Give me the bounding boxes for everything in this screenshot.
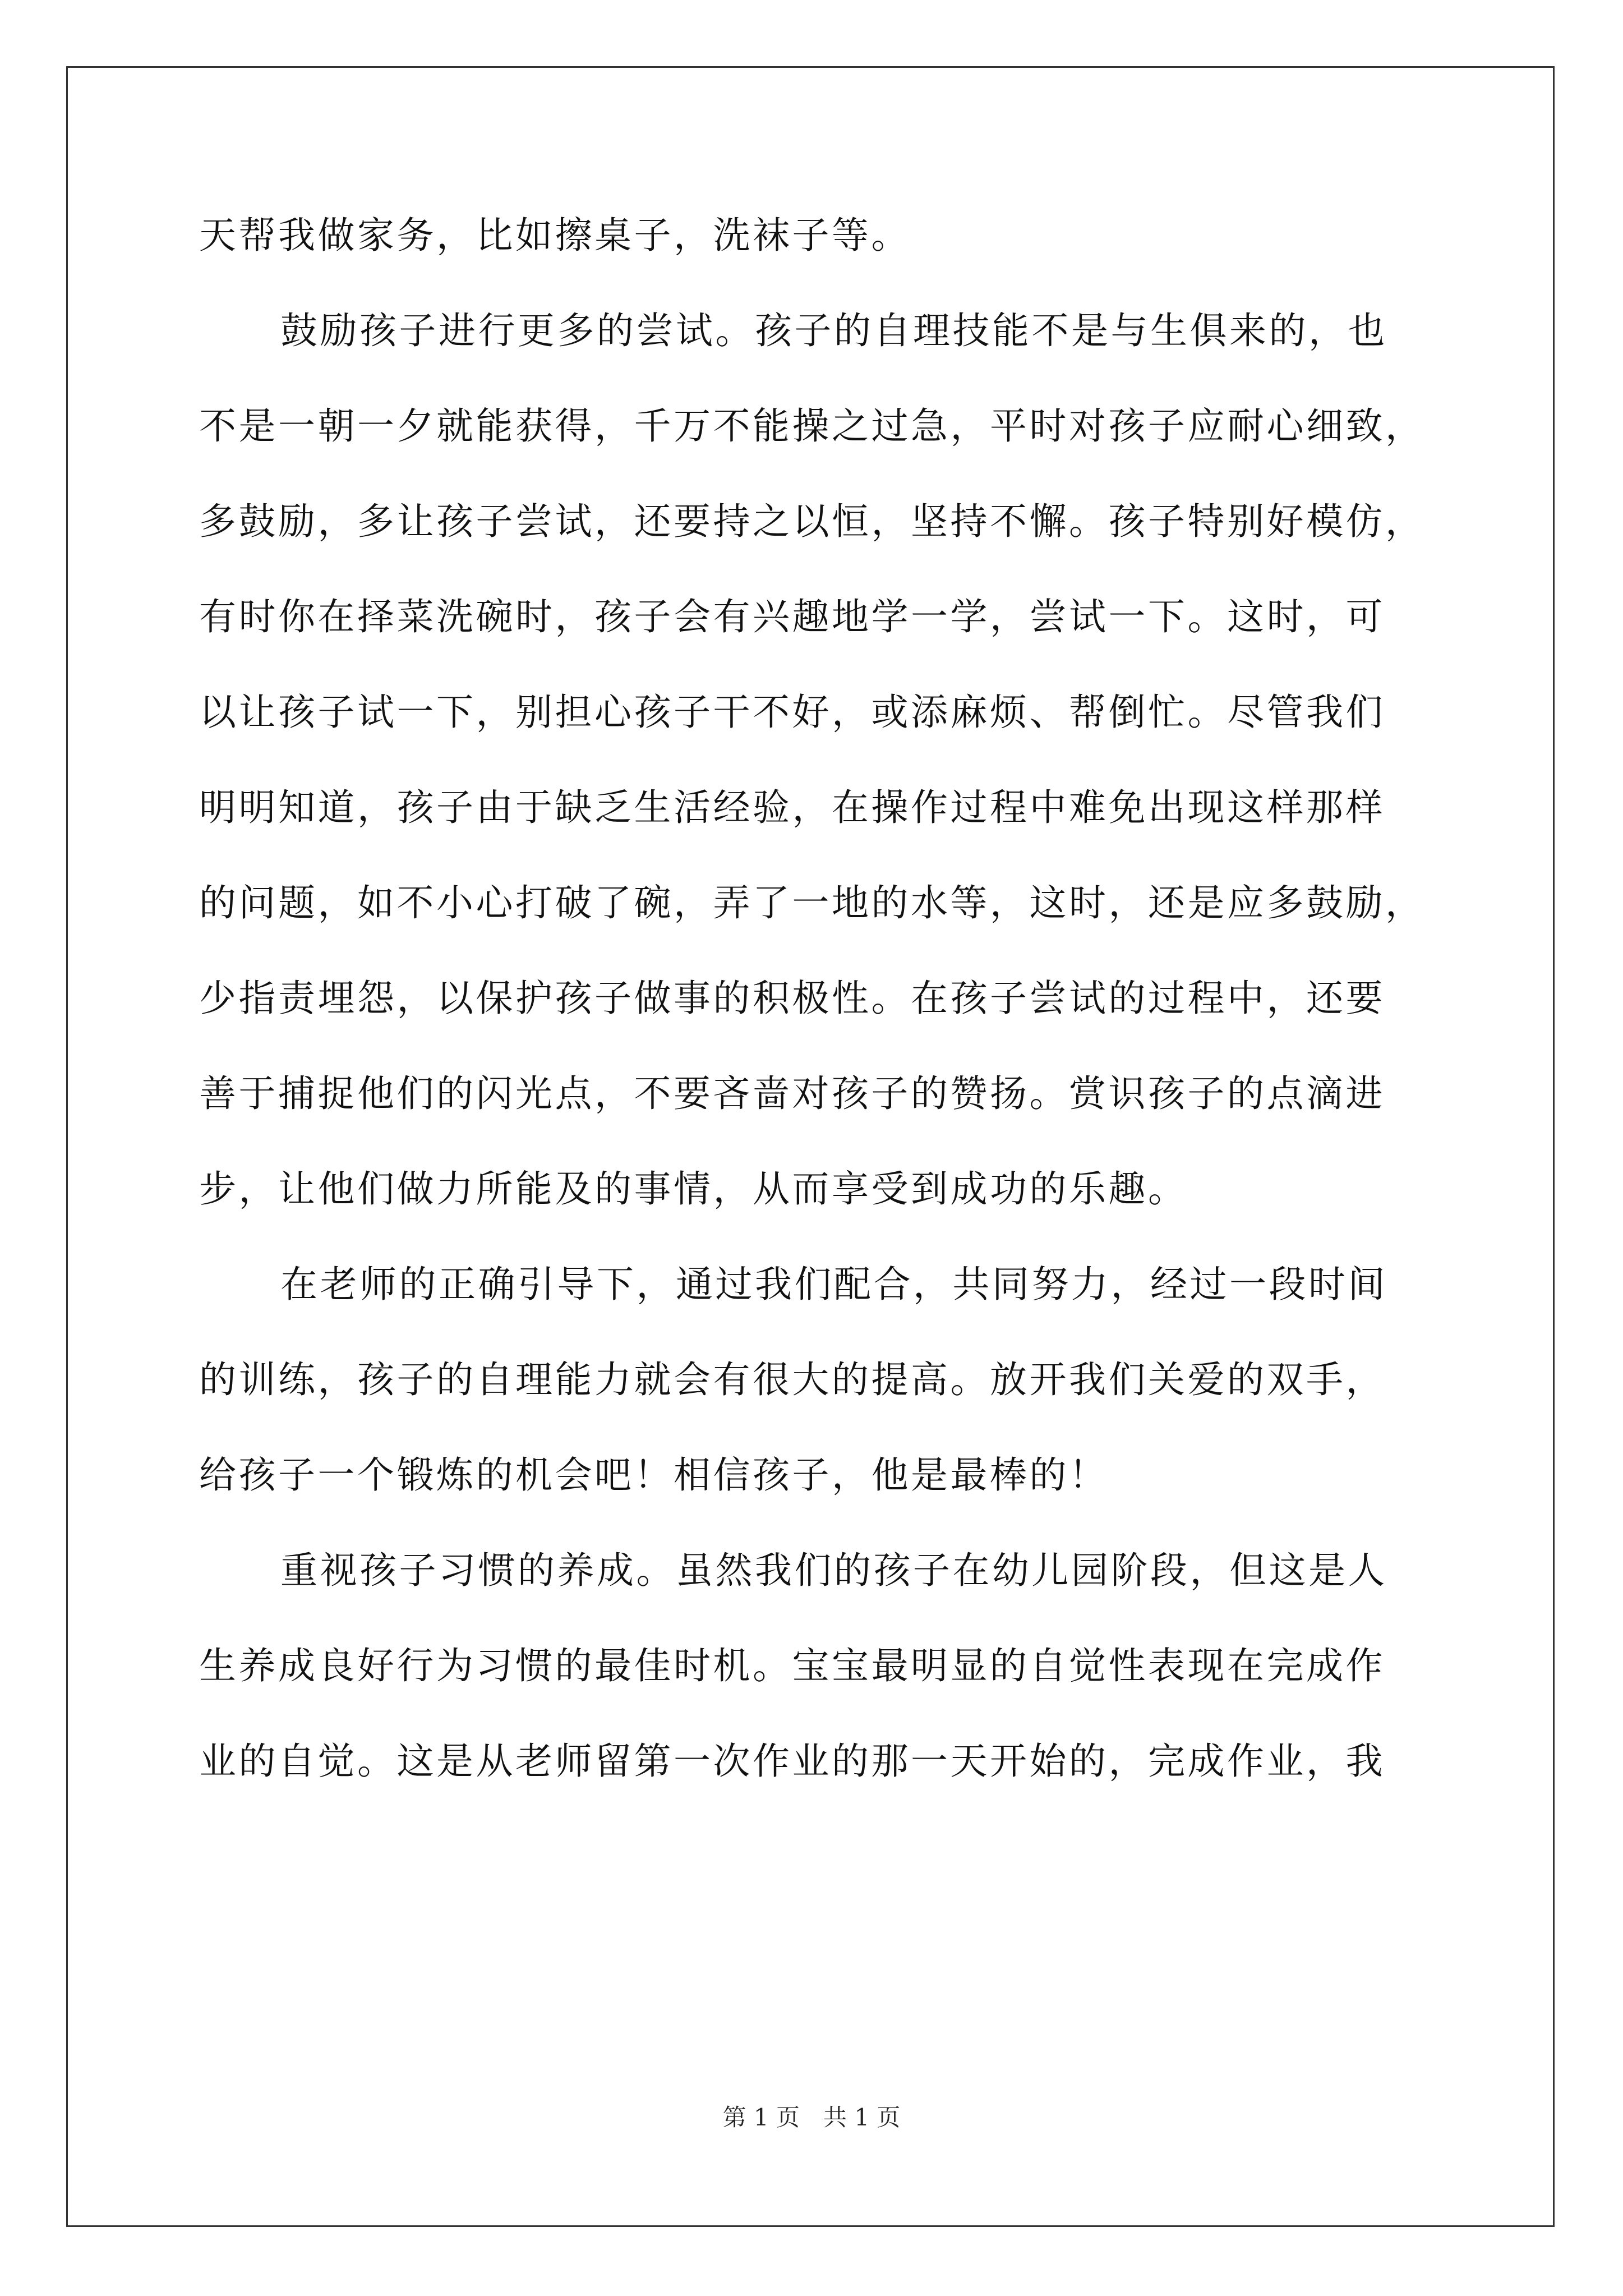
text-line: 给孩子一个锻炼的机会吧！相信孩子，他是最棒的！ [199, 1453, 1109, 1497]
text-line: 善于捕捉他们的闪光点，不要吝啬对孩子的赞扬。赏识孩子的点滴进 [199, 1072, 1385, 1115]
text-line: 不是一朝一夕就能获得，千万不能操之过急，平时对孩子应耐心细致， [199, 404, 1425, 448]
text-line: 以让孩子试一下，别担心孩子干不好，或添麻烦、帮倒忙。尽管我们 [199, 691, 1385, 734]
text-line: 少指责埋怨，以保护孩子做事的积极性。在孩子尝试的过程中，还要 [199, 977, 1385, 1020]
text-line: 多鼓励，多让孩子尝试，还要持之以恒，坚持不懈。孩子特别好模仿， [199, 500, 1425, 543]
text-line: 步，让他们做力所能及的事情，从而享受到成功的乐趣。 [199, 1167, 1188, 1211]
text-line: 的问题，如不小心打破了碗，弄了一地的水等，这时，还是应多鼓励， [199, 881, 1425, 924]
text-line: 在老师的正确引导下，通过我们配合，共同努力，经过一段时间 [280, 1263, 1387, 1306]
text-line: 天帮我做家务，比如擦桌子，洗袜子等。 [199, 214, 911, 257]
text-line: 业的自觉。这是从老师留第一次作业的那一天开始的，完成作业，我 [199, 1740, 1385, 1783]
text-line: 鼓励孩子进行更多的尝试。孩子的自理技能不是与生俱来的，也 [280, 309, 1387, 352]
text-line: 的训练，孩子的自理能力就会有很大的提高。放开我们关爱的双手， [199, 1358, 1385, 1401]
text-line: 重视孩子习惯的养成。虽然我们的孩子在幼儿园阶段，但这是人 [280, 1549, 1387, 1592]
text-line: 明明知道，孩子由于缺乏生活经验，在操作过程中难免出现这样那样 [199, 786, 1385, 829]
text-line: 有时你在择菜洗碗时，孩子会有兴趣地学一学，尝试一下。这时，可 [199, 595, 1385, 638]
page-number-footer: 第 1 页 共 1 页 [722, 2104, 901, 2131]
text-line: 生养成良好行为习惯的最佳时机。宝宝最明显的自觉性表现在完成作 [199, 1644, 1385, 1687]
